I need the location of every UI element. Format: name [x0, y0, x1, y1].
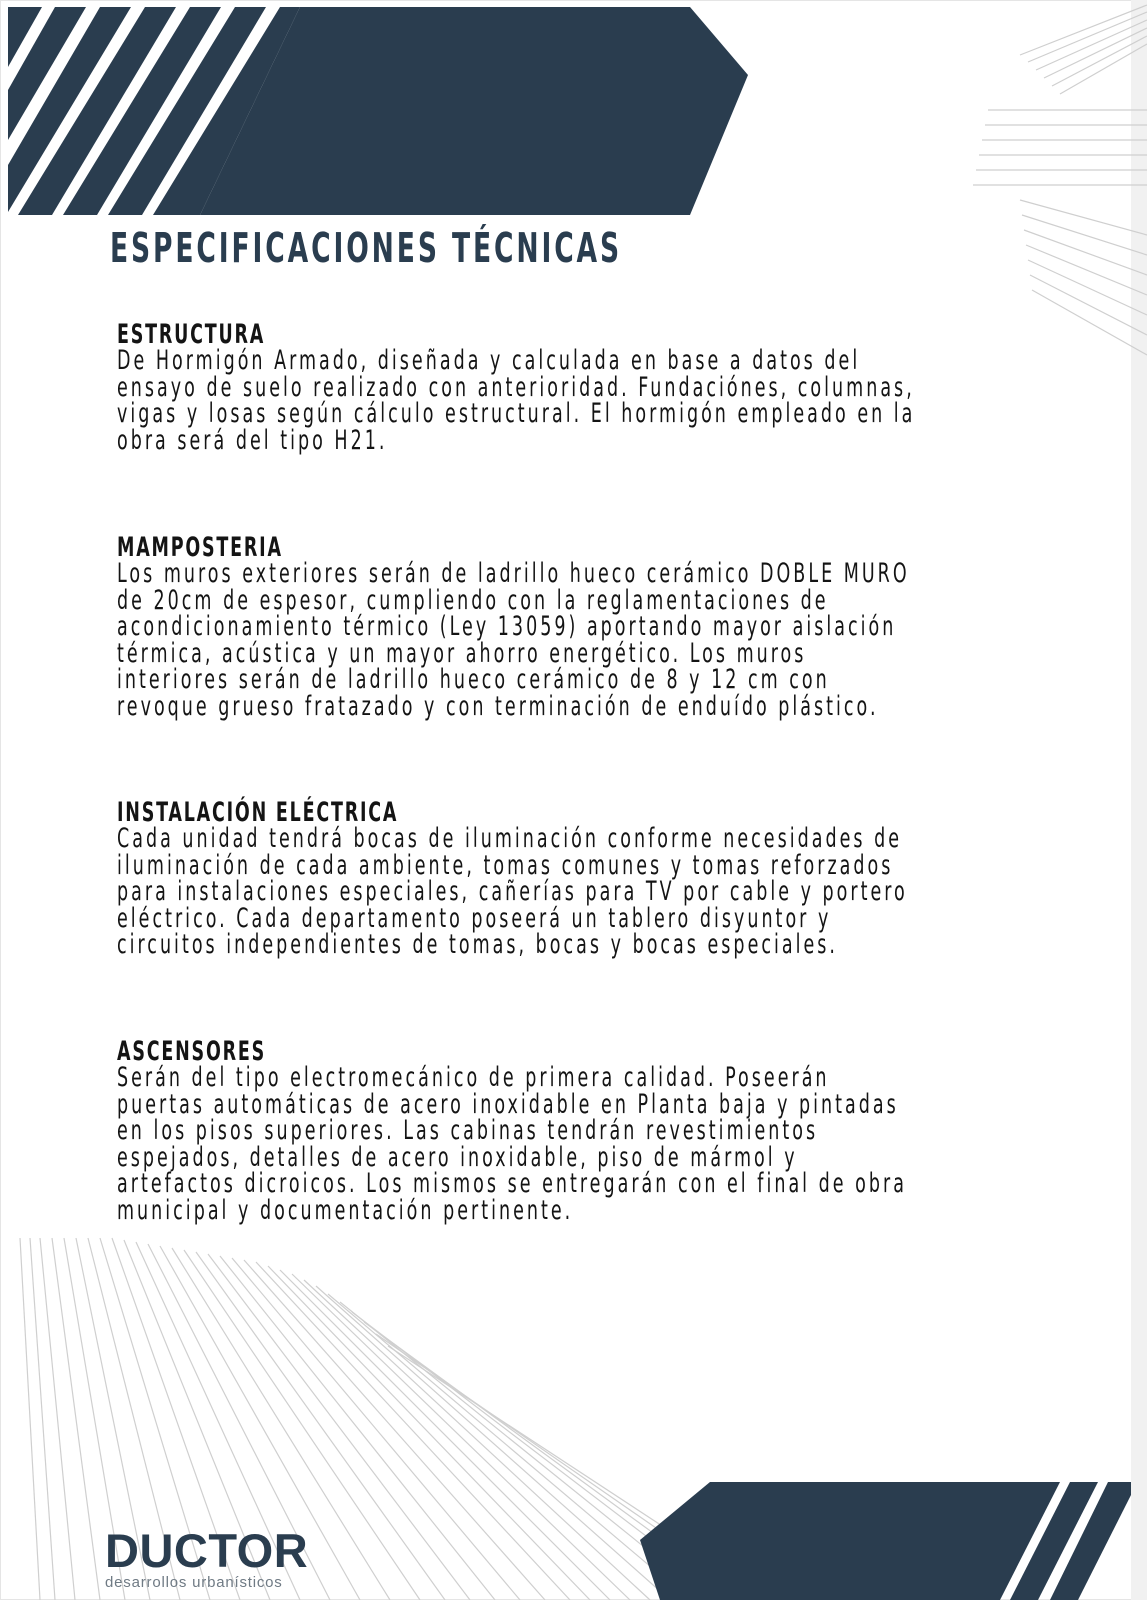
text-line: Cada unidad tendrá bocas de iluminación conforme necesidades de [117, 823, 903, 854]
text-line: en los pisos superiores. Las cabinas tendrán revestimientos [117, 1115, 819, 1146]
text-line: vigas y losas según cálculo estructural. El hormigón empleado en la [117, 398, 916, 429]
text-line: municipal y documentación pertinente. [117, 1194, 574, 1226]
section-body [117, 1062, 1017, 1226]
text-line: para instalaciones especiales, cañerías para TV por cable y portero [117, 876, 908, 907]
section-heading: INSTALACIÓN ELÉCTRICA [117, 797, 399, 828]
brand-name: DUCTOR [105, 1524, 309, 1577]
section-instalacion-electrica [117, 797, 1017, 960]
text-line: iluminación de cada ambiente, tomas comunes y tomas reforzados [117, 849, 894, 881]
text-line: de 20cm de espesor, cumpliendo con la reglamentaciones de [117, 584, 829, 616]
text-line: revoque grueso fratazado y con terminación de enduído plástico. [117, 690, 879, 722]
brand-tagline: desarrollos urbanísticos [105, 1574, 283, 1591]
section-body [117, 558, 1017, 722]
page-edge-strip [1131, 0, 1147, 1600]
text-line: interiores serán de ladrillo hueco cerámico de 8 y 12 cm con [117, 664, 830, 695]
text-line: artefactos dicroicos. Los mismos se entregarán con el final de obra [117, 1168, 907, 1199]
section-ascensores [117, 1036, 1017, 1226]
text-line: ensayo de suelo realizado con anterioridad. Fundaciónes, columnas, [117, 371, 915, 403]
text-line: circuitos independientes de tomas, bocas y bocas especiales. [117, 929, 839, 960]
text-line: espejados, detalles de acero inoxidable, piso de mármol y [117, 1141, 798, 1173]
section-mamposteria [117, 532, 1017, 722]
section-estructura [117, 319, 1017, 456]
text-line: térmica, acústica y un mayor ahorro energético. Los muros [117, 637, 807, 669]
text-line: puertas automáticas de acero inoxidable en Planta baja y pintadas [117, 1088, 899, 1120]
section-body [117, 823, 1017, 960]
section-heading: ESTRUCTURA [117, 319, 266, 350]
text-line: obra será del tipo H21. [117, 424, 388, 456]
section-body [117, 345, 1017, 456]
text-line: acondicionamiento térmico (Ley 13059) aportando mayor aislación [117, 611, 897, 642]
text-line: Serán del tipo electromecánico de primera calidad. Poseerán [117, 1062, 830, 1093]
text-line: eléctrico. Cada departamento poseerá un tablero disyuntor y [117, 902, 832, 934]
text-line: De Hormigón Armado, diseñada y calculada en base a datos del [117, 345, 861, 376]
text-line: Los muros exteriores serán de ladrillo hueco cerámico DOBLE MURO [117, 558, 910, 589]
brand-logo [105, 1525, 308, 1591]
section-heading: MAMPOSTERIA [117, 532, 283, 563]
section-heading: ASCENSORES [117, 1036, 267, 1067]
page-title: ESPECIFICACIONES TÉCNICAS [110, 224, 623, 272]
